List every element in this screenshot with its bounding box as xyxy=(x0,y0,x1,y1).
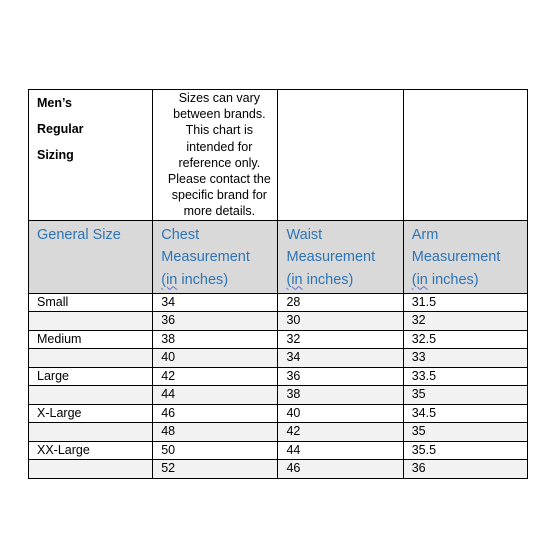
waist-cell: 40 xyxy=(278,404,403,423)
table-title xyxy=(29,90,153,221)
size-cell xyxy=(29,423,153,442)
title-line: Regular xyxy=(37,122,84,136)
size-cell: XX-Large xyxy=(29,441,153,460)
waist-cell: 36 xyxy=(278,367,403,386)
table-row xyxy=(29,312,528,331)
chest-cell: 38 xyxy=(153,330,278,349)
table-row xyxy=(29,460,528,479)
waist-cell: 34 xyxy=(278,349,403,368)
note-line: This chart is xyxy=(185,123,254,138)
header-line: Measurement xyxy=(411,249,501,266)
note-line: reference only. xyxy=(178,155,261,170)
size-cell: Large xyxy=(29,367,153,386)
header-line: Waist xyxy=(286,226,323,243)
size-cell xyxy=(29,460,153,479)
arm-cell: 36 xyxy=(403,460,527,479)
arm-cell: 35.5 xyxy=(403,441,527,460)
size-cell: X-Large xyxy=(29,404,153,423)
waist-cell: 32 xyxy=(278,330,403,349)
chest-cell: 48 xyxy=(153,423,278,442)
header-line: Measurement xyxy=(286,249,376,266)
header-waist xyxy=(278,220,403,293)
table-row xyxy=(29,404,528,423)
note-line: specific brand for xyxy=(171,188,267,203)
waist-cell: 38 xyxy=(278,386,403,405)
chest-cell: 50 xyxy=(153,441,278,460)
size-cell xyxy=(29,386,153,405)
unit-rest: inches) xyxy=(302,271,354,288)
waist-cell: 42 xyxy=(278,423,403,442)
table-row xyxy=(29,349,528,368)
disclaimer-note xyxy=(153,90,278,221)
unit-lead: (in xyxy=(286,271,303,288)
size-cell: Medium xyxy=(29,330,153,349)
note-line: Please contact the xyxy=(167,172,271,187)
waist-cell: 46 xyxy=(278,460,403,479)
header-arm xyxy=(403,220,527,293)
empty-cell xyxy=(278,90,403,221)
arm-cell: 31.5 xyxy=(403,293,527,312)
chest-cell: 46 xyxy=(153,404,278,423)
arm-cell: 32.5 xyxy=(403,330,527,349)
size-cell xyxy=(29,312,153,331)
empty-cell xyxy=(403,90,527,221)
table-row xyxy=(29,293,528,312)
header-unit xyxy=(286,269,402,292)
arm-cell: 33 xyxy=(403,349,527,368)
header-row xyxy=(29,220,528,293)
arm-cell: 33.5 xyxy=(403,367,527,386)
chest-cell: 44 xyxy=(153,386,278,405)
note-line: intended for xyxy=(186,139,253,154)
note-line: more details. xyxy=(183,204,256,219)
chest-cell: 52 xyxy=(153,460,278,479)
title-line: Men’s xyxy=(37,96,72,110)
chest-cell: 36 xyxy=(153,312,278,331)
header-unit xyxy=(412,269,527,292)
unit-lead: (in xyxy=(411,271,428,288)
waist-cell: 30 xyxy=(278,312,403,331)
note-line: Sizes can vary xyxy=(178,91,260,105)
table-row xyxy=(29,367,528,386)
chest-cell: 34 xyxy=(153,293,278,312)
title-row xyxy=(29,90,528,221)
header-general-size xyxy=(29,220,153,293)
unit-rest: inches) xyxy=(427,271,479,288)
waist-cell: 28 xyxy=(278,293,403,312)
header-line: General Size xyxy=(37,226,121,243)
title-line: Sizing xyxy=(37,148,74,162)
header-line: Measurement xyxy=(161,249,250,266)
mens-sizing-table xyxy=(28,89,528,479)
unit-lead: (in xyxy=(161,271,178,288)
size-cell xyxy=(29,349,153,368)
size-cell: Small xyxy=(29,293,153,312)
header-unit xyxy=(161,269,277,292)
arm-cell: 35 xyxy=(403,386,527,405)
chest-cell: 42 xyxy=(153,367,278,386)
arm-cell: 35 xyxy=(403,423,527,442)
table-row xyxy=(29,441,528,460)
arm-cell: 32 xyxy=(403,312,527,331)
chest-cell: 40 xyxy=(153,349,278,368)
header-line: Chest xyxy=(161,226,200,243)
table-row xyxy=(29,386,528,405)
table-row xyxy=(29,330,528,349)
note-line: between brands. xyxy=(173,107,266,122)
arm-cell: 34.5 xyxy=(403,404,527,423)
unit-rest: inches) xyxy=(177,271,229,288)
header-chest xyxy=(153,220,278,293)
header-line: Arm xyxy=(411,226,439,243)
table-row xyxy=(29,423,528,442)
waist-cell: 44 xyxy=(278,441,403,460)
